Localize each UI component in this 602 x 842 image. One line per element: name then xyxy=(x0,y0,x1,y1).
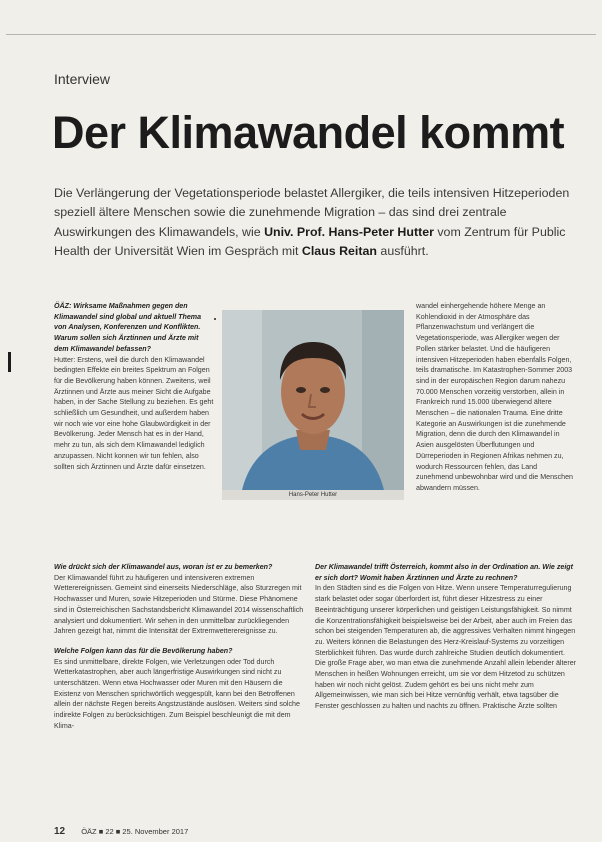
column-left-top xyxy=(54,301,214,472)
answer-4: In den Städten sind es die Folgen von Hitze. Wenn unsere Temperaturregulierung stark belastet oder sogar überfordert ist, führt dieser Hitzestress zu einer Beeinträchtigung unserer körperlichen und geistigen Leistungsfähigkeit. So nimmt die Konzentrationsfähigkeit beispielsweise bei der Arbeit, aber auch im Freien das schon bei steigenden Temperaturen ab, die aggressives Verhalten nimmt hingegen zu. Weiters können die Belastungen des Herz-Kreislauf-Systems zu vorzeitigen Sterblichkeit führen. Das wurde durch zahlreiche Studien deutlich dokumentiert. Die große Frage aber, wo man etwa die zunehmende Anzahl allein lebender älterer Menschen in heißen Wohnungen erreicht, um sie vor dem Hitzetod zu schützen haben wir noch nicht gelöst. Zudem gehört es bei uns nicht mehr zum Allgemeinwissen, wie man sich bei Hitze vernünftig verhält, etwa tagsüber die Fenster geschlossen zu halten und nachts zu öffnen. Praktische Ärzte sollten xyxy=(315,584,577,711)
portrait-photo xyxy=(222,310,404,490)
photo-caption: Hans-Peter Hutter xyxy=(288,492,338,498)
question-1: ÖÄZ: Wirksame Maßnahmen gegen den Klimawandel sind global und aktuell Thema von Analysen, Konferenzen und Konflikten. Warum sollen sich Ärztinnen und Ärzte mit dem Klimawandel befassen? xyxy=(54,302,202,353)
issue-info: ÖÄZ ■ 22 ■ 25. November 2017 xyxy=(81,827,189,836)
lead-text-1: Die Verlängerung der Vegetationsperiode belastet Allergiker, die teils intensiven Hitzeperioden speziell ältere Menschen sowie die zunehmende Migration – das sind drei zentrale Auswirkungen des Klimawandels, wie xyxy=(54,186,570,239)
page-footer xyxy=(54,826,188,837)
column-bottom-right xyxy=(315,562,577,712)
page-number: 12 xyxy=(54,826,66,837)
answer-2: Der Klimawandel führt zu häufigeren und intensiveren extremen Wetterereignissen. Gemeint sind einerseits Niederschläge, also Sturzregen mit Hochwasser und Muren, sowie Hitzeperioden und Stürme. Diese Phänomene sind in Österreichischen Sachstandsbericht Klimawandel 2014 wissenschaftlich analysiert und dokumentiert. Wir sehen in den unmittelbar zurückliegenden Jahren gezeigt hat, nimmt die Intensität der Extremwetterereignisse zu. xyxy=(54,573,304,636)
question-2: Wie drückt sich der Klimawandel aus, woran ist er zu bemerken? xyxy=(54,563,273,571)
section-label: Interview xyxy=(54,71,111,87)
column-right-top xyxy=(416,301,576,494)
lead-name-1: Univ. Prof. Hans-Peter Hutter xyxy=(264,224,434,239)
answer-1: Hutter: Erstens, weil die durch den Klimawandel bedingten Effekte ein breites Spektrum an Folgen für die Bevölkerung haben können. Zweitens, weil Ärztinnen und Ärzte aus meiner Sicht die Aufgabe haben, in der Sache Stellung zu beziehen. Es geht schließlich um Gesundheit, und außerdem haben wir noch wie vor eine hohe Glaubwürdigkeit in der Bevölkerung. Jeder Mensch hat es in der Hand, mehr zu tun, als sich dem Klimawandel lediglich anzupassen. Nicht konnen wir tun fehlen, also sollten sich Ärztinnen und Ärzte dafür einsetzen. xyxy=(54,355,214,471)
margin-mark xyxy=(8,352,11,372)
lead-text-2: vom Zentrum für Public Health der Universität Wien im Gespräch mit xyxy=(54,224,566,259)
photo-corner-mark xyxy=(214,318,216,320)
lead-paragraph xyxy=(54,184,574,262)
lead-name-2: Claus Reitan xyxy=(301,244,377,259)
lead-text-3: ausführt. xyxy=(380,244,429,259)
answer-3: Es sind unmittelbare, direkte Folgen, wie Verletzungen oder Tod durch Wetterkatastrophen, aber auch längerfristige Auswirkungen sind nicht zu unterschätzen. Wenn etwa Hochwasser oder Muren mit den Häusern die Existenz von Menschen sprichwörtlich weggespült, kann bei den Betroffenen allein der nächste Regen bereits Angstzustände auslösen. Weiters sind solche indirekte Folgen zu berücksichtigen. Zum Beispiel beschleunigt die mit dem Klima- xyxy=(54,657,300,730)
column-bottom-left xyxy=(54,562,304,732)
answer-continued: wandel einhergehende höhere Menge an Kohlendioxid in der Atmosphäre das Pflanzenwachstum und verlängert die Vegetationsperiode, was Allergiker wegen der Pollen stärker belastet. Und die häufigeren intensiven Hitzeperioden haben ebenfalls Folgen, teils dramatische. Im Katastrophen-Sommer 2003 sind in der europäischen Region darum nahezu 70.000 Menschen vorzeitig verstorben, allein in Frankreich rund 15.000 überwiegend ältere Menschen – die nationalen Trauma. Eine dritte Kategorie an Auswirkungen ist die zunehmende Migration, denn die durch den Klimawandel in Asien ausgelösten Überflutungen und Dürreperioden in Regionen Afrikas nehmen zu, wodurch Ressourcen fehlen, das Land zunehmend unbewohnbar wird und die Menschen abwandern müssen. xyxy=(416,302,573,492)
question-4: Der Klimawandel trifft Österreich, kommt also in der Ordination an. Wie zeigt er sich dort? Womit haben Ärztinnen und Ärzte zu rechnen? xyxy=(315,563,573,582)
portrait-illustration xyxy=(222,310,404,490)
top-rule xyxy=(6,34,596,35)
question-3: Welche Folgen kann das für die Bevölkerung haben? xyxy=(54,646,233,655)
headline: Der Klimawandel kommt xyxy=(52,107,565,158)
